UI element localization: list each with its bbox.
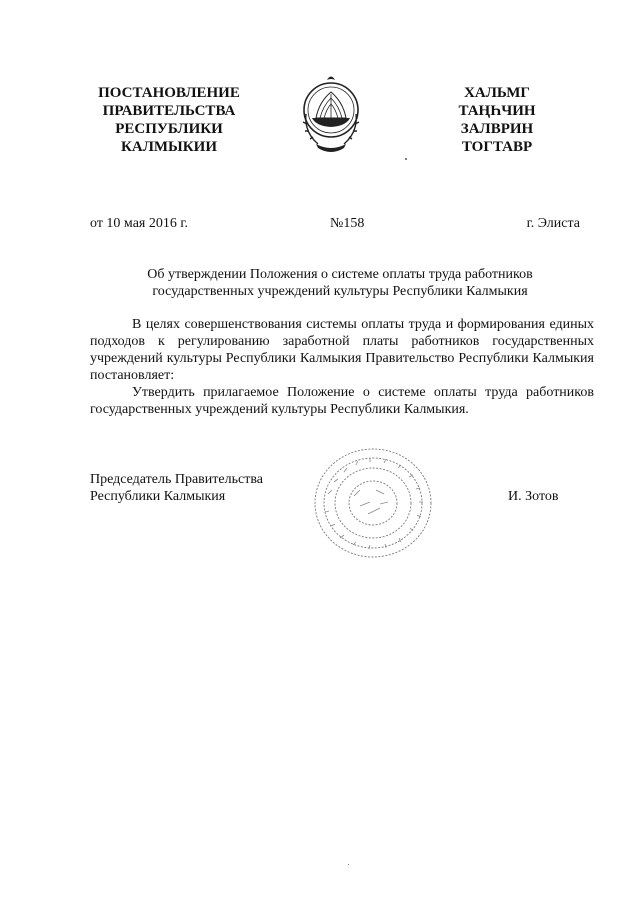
document-date: от 10 мая 2016 г. xyxy=(90,216,189,231)
header-line: ХАЛЬМГ xyxy=(464,85,530,101)
body-paragraph: В целях совершенствования системы оплаты труда и формирования единых подходов к регулированию заработной платы работников государственных учреждений культуры Республики Калмыкия Правительство Республики Калмыкия постановляет: xyxy=(90,317,594,383)
kalmykia-coat-of-arms-icon xyxy=(298,74,364,158)
body-paragraph: Утвердить прилагаемое Положение о системе оплаты труда работников государственных учреждений культуры Республики Калмыкия. xyxy=(90,385,594,417)
scan-speck xyxy=(348,864,349,865)
signature-block xyxy=(90,471,590,511)
signatory-position-line: Председатель Правительства xyxy=(90,472,263,487)
header-line: ТОГТАВР xyxy=(461,139,533,155)
scan-speck xyxy=(405,158,407,160)
title-line: Об утверждении Положения о системе оплаты труда работников xyxy=(147,267,533,282)
document-title xyxy=(90,266,590,300)
document-place: г. Элиста xyxy=(526,216,580,231)
header-line: ЗАЛВРИН xyxy=(460,121,534,137)
signatory-position-line: Республики Калмыкия xyxy=(90,489,226,504)
signatory-name: И. Зотов xyxy=(508,489,559,504)
header-line: КАЛМЫКИИ xyxy=(121,139,217,155)
document-number: №158 xyxy=(330,216,365,231)
document-meta xyxy=(90,216,580,234)
header-line: ПРАВИТЕЛЬСТВА xyxy=(102,103,236,119)
header-russian xyxy=(80,84,258,156)
header-line: РЕСПУБЛИКИ xyxy=(115,121,223,137)
document-body xyxy=(90,316,594,418)
title-line: государственных учреждений культуры Республики Калмыкия xyxy=(152,284,528,299)
header-line: ПОСТАНОВЛЕНИЕ xyxy=(98,85,240,101)
header-line: ТАҢҺЧИН xyxy=(458,103,536,119)
signatory-position xyxy=(90,471,263,505)
header-kalmyk xyxy=(442,84,552,156)
